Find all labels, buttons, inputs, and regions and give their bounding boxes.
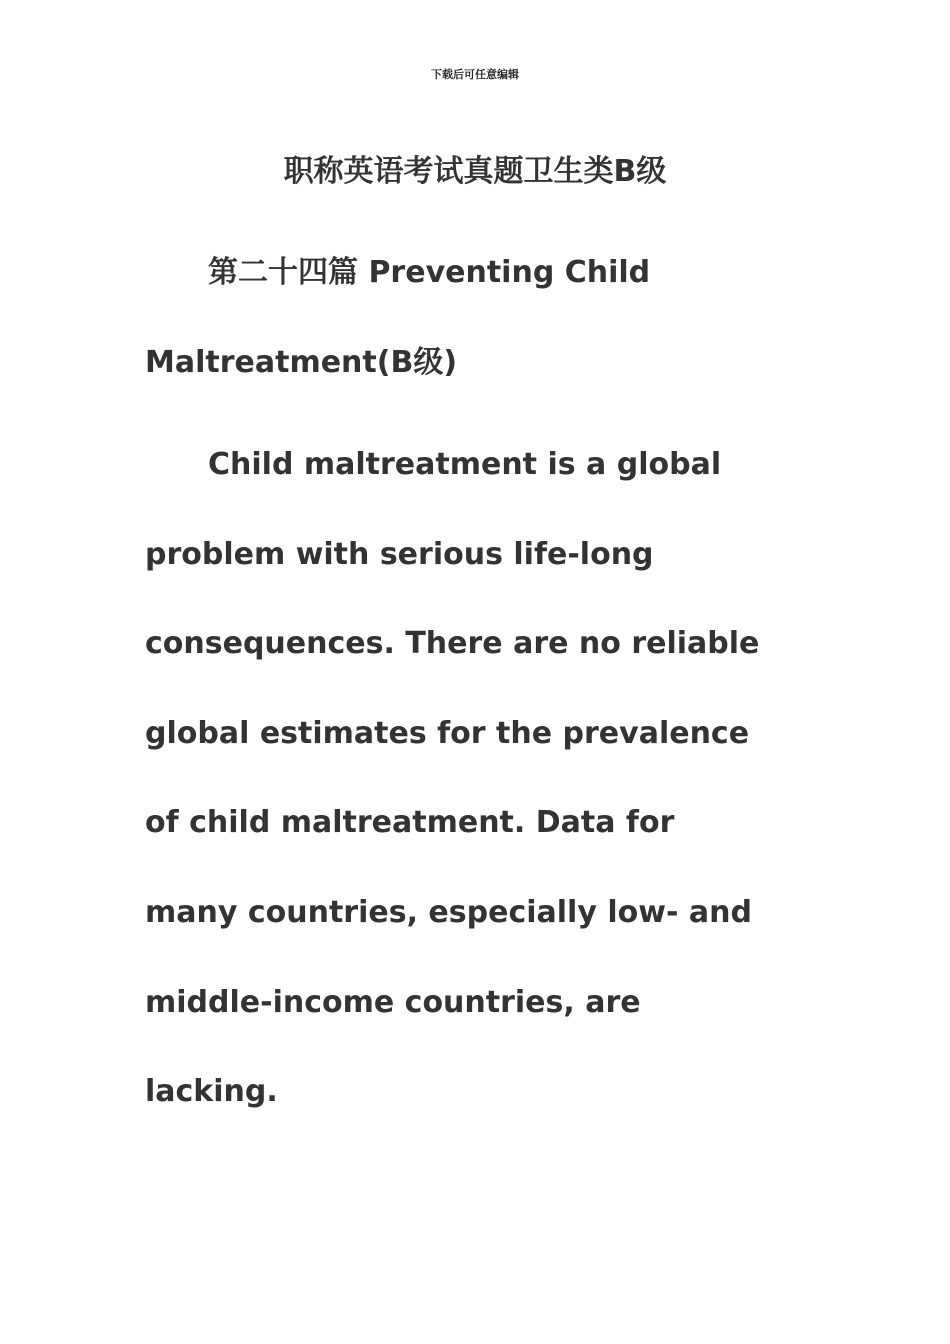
header-note: 下载后可任意编辑 bbox=[431, 68, 519, 81]
page-title: 职称英语考试真题卫生类B级 bbox=[283, 154, 667, 189]
paragraph-line: consequences. There are no reliable bbox=[145, 626, 760, 662]
paragraph-line: global estimates for the prevalence bbox=[145, 715, 750, 751]
paragraph-line: of child maltreatment. Data for bbox=[145, 805, 675, 841]
paragraph-line: lacking. bbox=[145, 1074, 278, 1110]
section-heading-line: Maltreatment(B级) bbox=[145, 344, 458, 380]
section-heading-line: 第二十四篇 Preventing Child bbox=[208, 255, 651, 290]
paragraph-line: middle-income countries, are bbox=[145, 984, 641, 1020]
paragraph-line: many countries, especially low- and bbox=[145, 894, 752, 930]
paragraph-line: problem with serious life-long bbox=[145, 536, 654, 572]
section-heading bbox=[145, 228, 825, 407]
body-paragraph bbox=[145, 420, 825, 1137]
paragraph-line: Child maltreatment is a global bbox=[208, 447, 722, 482]
